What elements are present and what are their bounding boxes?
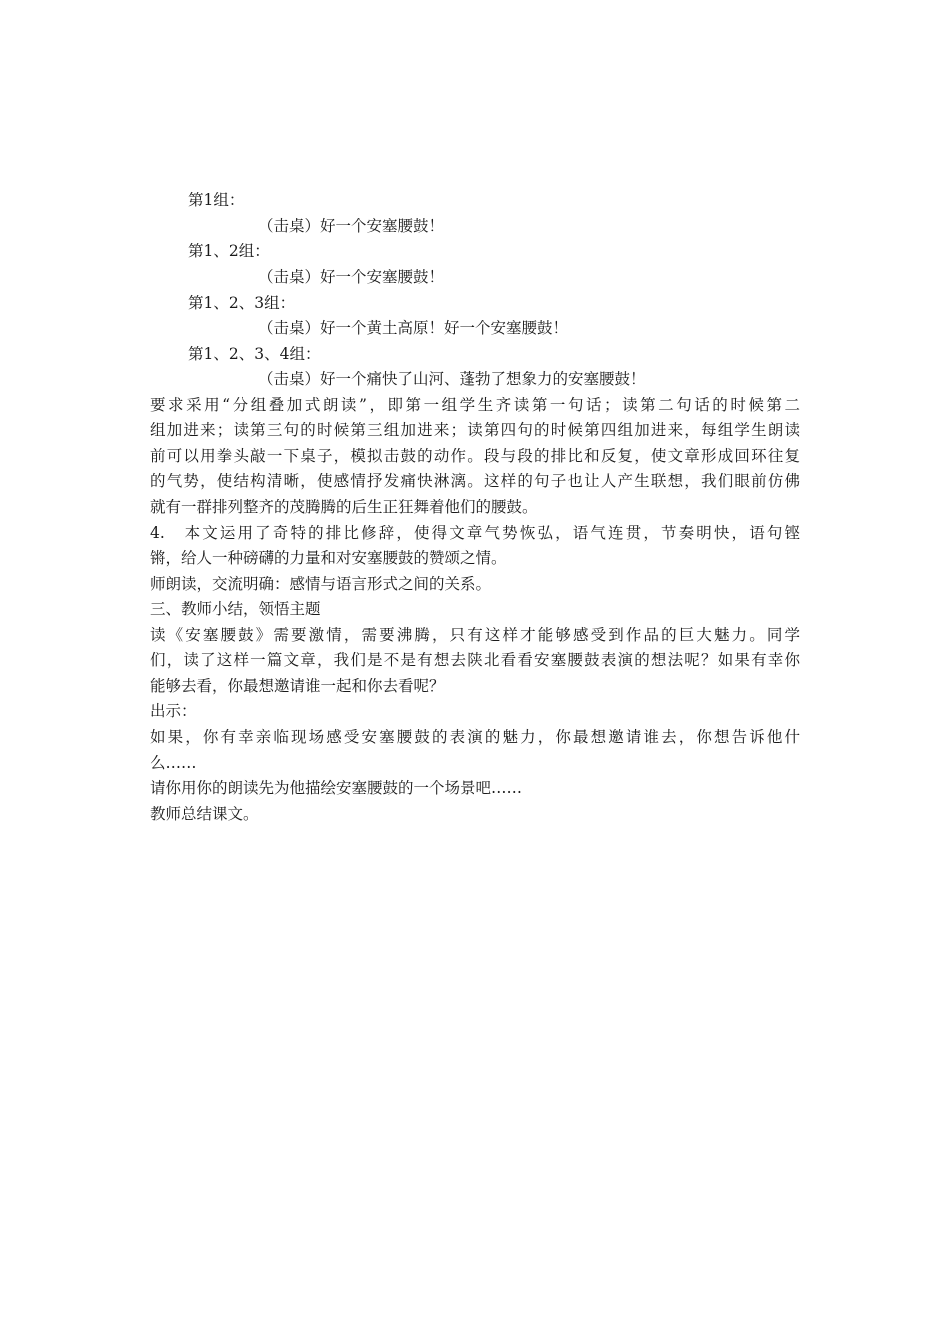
group-4-label: 第1、2、3、4组：	[188, 345, 321, 363]
paragraph-line: 如果，你有幸亲临现场感受安塞腰鼓的表演的魅力，你最想邀请谁去，你想告诉他什	[150, 728, 800, 746]
paragraph-line: 4. 本文运用了奇特的排比修辞，使得文章气势恢弘，语气连贯，节奏明快，语句铿	[150, 524, 800, 542]
group-3-text: （击桌）好一个黄土高原！好一个安塞腰鼓！	[258, 319, 569, 337]
group-3-label: 第1、2、3组：	[188, 294, 296, 312]
paragraph-line: 们，读了这样一篇文章，我们是不是有想去陕北看看安塞腰鼓表演的想法呢？如果有幸你	[150, 651, 800, 669]
group-1-text: （击桌）好一个安塞腰鼓！	[258, 217, 445, 235]
group-2-text: （击桌）好一个安塞腰鼓！	[258, 268, 445, 286]
paragraph-line: 的气势，使结构清晰，使感情抒发痛快淋漓。这样的句子也让人产生联想，我们眼前仿佛	[150, 472, 800, 490]
group-2-label: 第1、2组：	[188, 242, 270, 260]
paragraph-line: 组加进来；读第三句的时候第三组加进来；读第四句的时候第四组加进来，每组学生朗读	[150, 421, 800, 439]
paragraph-line: 么……	[150, 754, 197, 772]
teacher-read-line: 师朗读，交流明确：感情与语言形式之间的关系。	[150, 575, 492, 593]
group-1-label: 第1组：	[188, 191, 245, 209]
paragraph-line: 教师总结课文。	[150, 805, 259, 823]
paragraph-line: 要求采用“分组叠加式朗读”，即第一组学生齐读第一句话；读第二句话的时候第二	[150, 396, 800, 414]
paragraph-line: 请你用你的朗读先为他描绘安塞腰鼓的一个场景吧……	[150, 779, 523, 797]
paragraph-line: 就有一群排列整齐的茂腾腾的后生正狂舞着他们的腰鼓。	[150, 498, 538, 516]
paragraph-line: 能够去看，你最想邀请谁一起和你去看呢？	[150, 677, 445, 695]
section-heading: 三、教师小结，领悟主题	[150, 600, 321, 618]
paragraph-line: 读《安塞腰鼓》需要激情，需要沸腾，只有这样才能够感受到作品的巨大魅力。同学	[150, 626, 800, 644]
show-label: 出示：	[150, 702, 197, 720]
group-4-text: （击桌）好一个痛快了山河、蓬勃了想象力的安塞腰鼓！	[258, 370, 646, 388]
paragraph-line: 前可以用拳头敲一下桌子，模拟击鼓的动作。段与段的排比和反复，使文章形成回环往复	[150, 447, 800, 465]
paragraph-line: 锵，给人一种磅礴的力量和对安塞腰鼓的赞颂之情。	[150, 549, 507, 567]
